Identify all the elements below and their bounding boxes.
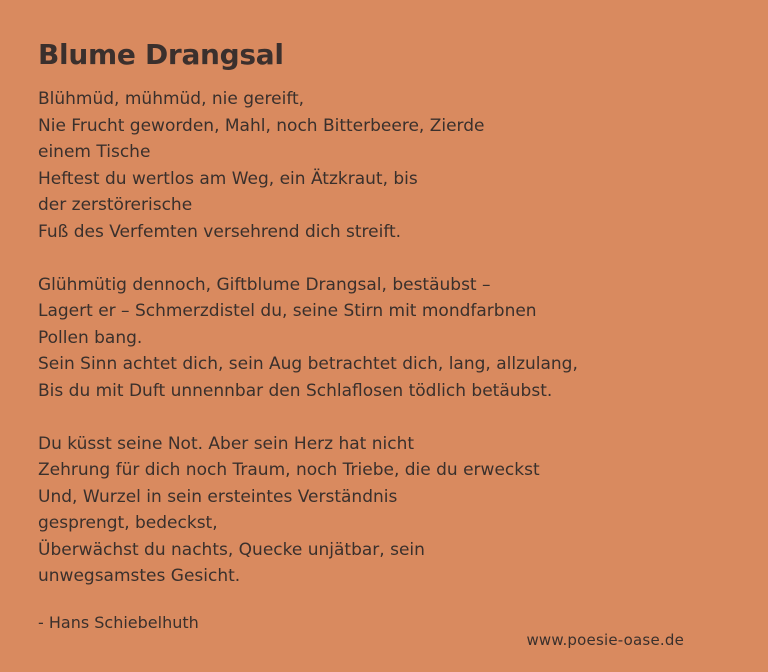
poem-line: Überwächst du nachts, Quecke unjätbar, sein: [38, 539, 425, 560]
poem-line: Heftest du wertlos am Weg, ein Ätzkraut, bis: [38, 168, 418, 189]
poem-line: einem Tische: [38, 142, 151, 162]
poem-line: Sein Sinn achtet dich, sein Aug betrachtet dich, lang, allzulang,: [38, 354, 578, 374]
poem-line: Fuß des Verfemten versehrend dich streift.: [38, 221, 402, 242]
poem-line: Blühmüd, mühmüd, nie gereift,: [38, 89, 305, 109]
poem-body: [38, 86, 718, 616]
poem-line: Pollen bang.: [38, 327, 143, 348]
poem-line: Nie Frucht geworden, Mahl, noch Bitterbeere, Zierde: [38, 115, 485, 136]
poem-line: unwegsamstes Gesicht.: [38, 566, 241, 586]
poem-line: Und, Wurzel in sein ersteintes Verständnis: [38, 486, 398, 507]
stanza-1: [38, 86, 718, 245]
poem-line: gesprengt, bedeckst,: [38, 513, 218, 533]
stanza-2: [38, 272, 718, 405]
website-link[interactable]: www.poesie-oase.de: [526, 631, 684, 649]
poem-title: Blume Drangsal: [38, 38, 284, 71]
poem-line: der zerstörerische: [38, 195, 193, 215]
stanza-3: [38, 431, 718, 590]
poem-line: Glühmütig dennoch, Giftblume Drangsal, bestäubst –: [38, 274, 491, 295]
poem-line: Lagert er – Schmerzdistel du, seine Stirn mit mondfarbnen: [38, 301, 537, 321]
poem-author: - Hans Schiebelhuth: [38, 613, 199, 632]
poem-line: Du küsst seine Not. Aber sein Herz hat nicht: [38, 433, 415, 454]
poem-line: Bis du mit Duft unnennbar den Schlaflosen tödlich betäubst.: [38, 380, 553, 401]
poem-line: Zehrung für dich noch Traum, noch Triebe, die du erweckst: [38, 460, 540, 480]
